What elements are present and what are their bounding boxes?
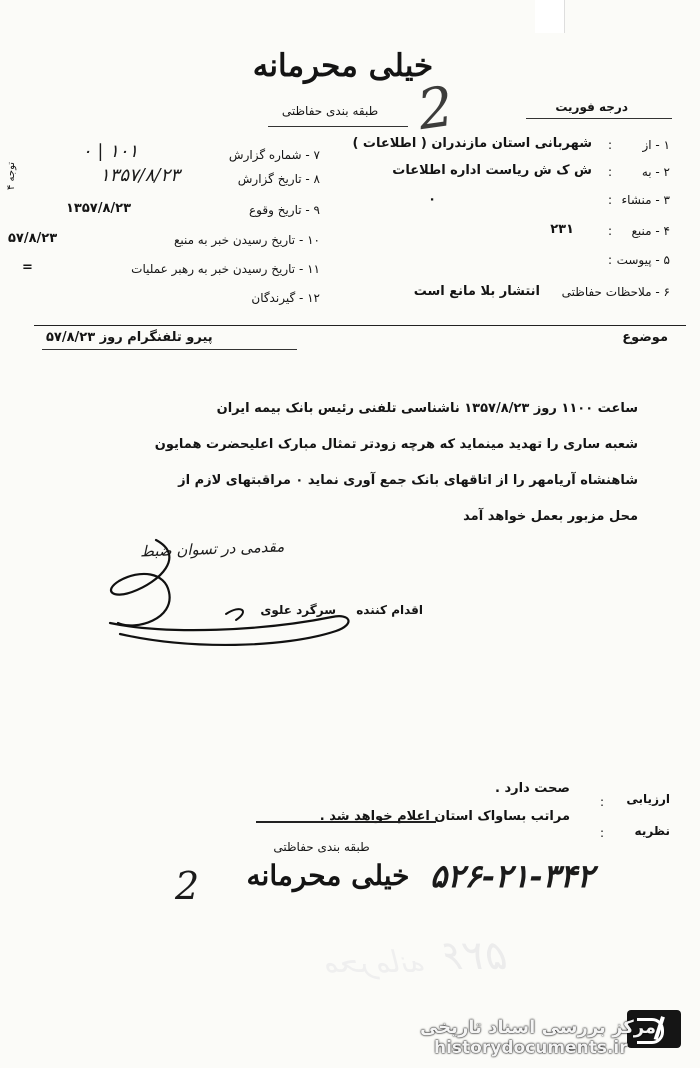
document-number: ۵۲۶-۲۱-۳۴۲	[430, 857, 595, 895]
handwritten-annotation: مقدمی در تسوان ضبط	[139, 537, 285, 561]
to-value: ش ک ش ریاست اداره اطلاعات	[392, 163, 592, 178]
opinion-separator: :	[599, 826, 604, 840]
report-date-value: ۱۳۵۷/۸/۲۳	[100, 165, 180, 186]
operations-leader-date-value: =	[22, 260, 33, 275]
action-label: اقدام کننده	[356, 603, 423, 617]
report-date-label: ۸ - تاریخ گزارش	[237, 172, 320, 186]
body-line-3: شاهنشاه آریامهر را از اتاقهای بانک جمع آوری نماید ۰ مراقبتهای لازم از	[178, 473, 638, 488]
source-separator: :	[607, 224, 612, 238]
recipients-label: ۱۲ - گیرندگان	[251, 291, 320, 305]
body-line-4: محل مزبور بعمل خواهد آمد	[463, 509, 638, 524]
bottom-classification-label: طبقه بندی حفاظتی	[273, 840, 370, 854]
top-classification: خیلی محرمانه	[252, 48, 434, 84]
bleed-through-number: ۵۲۶	[445, 933, 510, 979]
source-label: ۴ - منبع	[631, 224, 670, 238]
report-number-label: ۷ - شماره گزارش	[228, 148, 320, 162]
to-separator: :	[607, 165, 612, 179]
source-value: ۲۳۱	[550, 222, 574, 237]
evaluation-value: صحت دارد .	[495, 781, 570, 796]
attachment-label: ۵ - پیوست	[616, 253, 670, 267]
scan-corner-artifact	[535, 0, 565, 33]
body-line-2: شعبه ساری را تهدید مینماید که هرچه زودتر تمثال مبارک اعلیحضرت همایون	[154, 437, 638, 452]
origin-separator: :	[607, 193, 612, 207]
to-label: ۲ - به	[641, 165, 670, 179]
body-line-1: ساعت ۱۱۰۰ روز ۱۳۵۷/۸/۲۳ ناشناسی تلفنی رئیس بانک بیمه ایران	[216, 401, 638, 416]
watermark-url: historydocuments.ir	[434, 1038, 628, 1058]
urgency-label: درجه فوریت	[555, 100, 628, 114]
source-news-date-label: ۱۰ - تاریخ رسیدن خبر به منبع	[173, 233, 320, 247]
security-note-value: انتشار بلا مانع است	[413, 284, 540, 299]
subject-top-divider	[34, 325, 686, 326]
report-number-value: ۱۰۱ | ۰	[82, 141, 139, 162]
opinion-label: نظریه	[634, 824, 670, 838]
source-news-date-value: ۵۷/۸/۲۳	[8, 231, 58, 246]
evaluation-label: ارزیابی	[626, 792, 670, 806]
from-separator: :	[607, 138, 612, 152]
subject-label: موضوع	[622, 330, 668, 345]
urgency-underline	[526, 118, 672, 119]
operations-leader-date-label: ۱۱ - تاریخ رسیدن خبر به رهبر عملیات	[131, 262, 320, 276]
opinion-value: مراتب بساواک استان اعلام خواهد شد .	[319, 809, 570, 824]
bleed-through-word: محرمانه	[325, 945, 427, 980]
handwritten-mark-top: 2	[413, 73, 458, 143]
subject-underline	[42, 349, 297, 350]
bottom-classification: خیلی محرمانه	[246, 859, 410, 892]
origin-label: ۳ - منشاء	[621, 193, 670, 207]
security-note-label: ۶ - ملاحظات حفاظتی	[561, 285, 670, 299]
watermark-title: مرکز بررسی اسناد تاریخی	[420, 1017, 657, 1038]
occurrence-date-value: ۱۳۵۷/۸/۲۳	[66, 201, 132, 216]
occurrence-date-label: ۹ - تاریخ وقوع	[249, 203, 320, 217]
top-classification-label: طبقه بندی حفاظتی	[281, 104, 379, 118]
action-name: سرگرد علوی	[260, 603, 336, 617]
top-divider-left	[268, 126, 408, 127]
opinion-strikethrough	[256, 821, 436, 823]
from-value: شهربانی استان مازندران ( اطلاعات )	[352, 136, 592, 151]
origin-value: ٠	[428, 192, 436, 207]
evaluation-separator: :	[599, 795, 604, 809]
signature-mark	[98, 528, 368, 658]
handwritten-mark-bottom: 2	[175, 864, 200, 908]
side-handwritten-note: توجه ۴	[6, 161, 17, 190]
from-label: ۱ - از	[642, 138, 670, 152]
subject-value: پیرو تلفنگرام روز ۵۷/۸/۲۳	[46, 330, 213, 345]
attachment-separator: :	[607, 253, 612, 267]
